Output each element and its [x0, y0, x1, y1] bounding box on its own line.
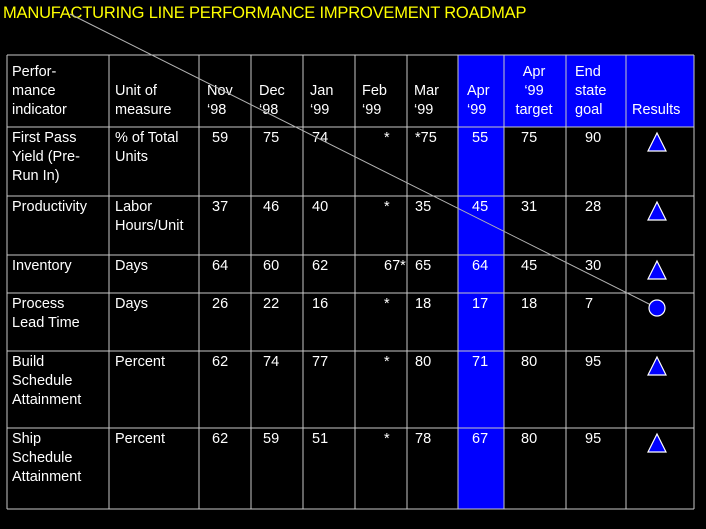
- cell-feb99: 67*: [384, 258, 406, 274]
- cell-indicator: Process Lead Time: [12, 296, 80, 331]
- cell-apr99-target: 45: [521, 258, 538, 274]
- header-dec98: Dec ‘98: [259, 83, 285, 118]
- cell-dec98: 74: [263, 354, 280, 370]
- cell-nov98: 26: [212, 296, 229, 312]
- cell-jan99: 16: [312, 296, 329, 312]
- cell-unit: % of Total Units: [115, 130, 179, 165]
- cell-apr99-target: 75: [521, 130, 538, 146]
- cell-jan99: 74: [312, 130, 329, 146]
- cell-mar99: *75: [415, 130, 437, 146]
- header-apr99-target: Apr ‘99 target: [515, 64, 553, 118]
- cell-feb99: *: [384, 431, 390, 447]
- cell-feb99: *: [384, 296, 390, 312]
- cell-apr99-target: 18: [521, 296, 538, 312]
- cell-nov98: 37: [212, 199, 229, 215]
- cell-dec98: 75: [263, 130, 280, 146]
- triangle-icon: [646, 432, 668, 454]
- header-nov98: Nov ‘98: [207, 83, 233, 118]
- cell-indicator: First Pass Yield (Pre- Run In): [12, 130, 80, 184]
- circle-icon: [646, 297, 668, 319]
- cell-end-state-goal: 30: [585, 258, 602, 274]
- header-mar99: Mar ‘99: [414, 83, 439, 118]
- cell-mar99: 35: [415, 199, 432, 215]
- header-indicator: Perfor- mance indicator: [12, 64, 67, 118]
- cell-nov98: 62: [212, 431, 229, 447]
- header-feb99: Feb ‘99: [362, 83, 387, 118]
- cell-nov98: 59: [212, 130, 229, 146]
- cell-apr99: 55: [472, 130, 489, 146]
- cell-nov98: 64: [212, 258, 229, 274]
- cell-mar99: 80: [415, 354, 432, 370]
- cell-indicator: Productivity: [12, 199, 87, 215]
- cell-dec98: 60: [263, 258, 280, 274]
- cell-apr99: 45: [472, 199, 489, 215]
- cell-indicator: Build Schedule Attainment: [12, 354, 82, 408]
- cell-mar99: 65: [415, 258, 432, 274]
- cell-dec98: 46: [263, 199, 280, 215]
- cell-end-state-goal: 95: [585, 354, 602, 370]
- header-end-state-goal: End state goal: [575, 64, 607, 118]
- cell-unit: Days: [115, 258, 149, 274]
- cell-apr99: 67: [472, 431, 489, 447]
- cell-dec98: 22: [263, 296, 280, 312]
- cell-nov98: 62: [212, 354, 229, 370]
- cell-apr99: 17: [472, 296, 489, 312]
- header-apr99: Apr ‘99: [467, 83, 490, 118]
- triangle-icon: [646, 131, 668, 153]
- cell-apr99: 64: [472, 258, 489, 274]
- cell-feb99: *: [384, 130, 390, 146]
- cell-end-state-goal: 90: [585, 130, 602, 146]
- triangle-icon: [646, 200, 668, 222]
- triangle-icon: [646, 259, 668, 281]
- header-jan99: Jan ‘99: [310, 83, 334, 118]
- cell-apr99-target: 31: [521, 199, 538, 215]
- cell-unit: Percent: [115, 354, 165, 370]
- cell-dec98: 59: [263, 431, 280, 447]
- cell-jan99: 51: [312, 431, 329, 447]
- triangle-icon: [646, 355, 668, 377]
- cell-feb99: *: [384, 354, 390, 370]
- header-results: Results: [632, 102, 681, 118]
- cell-jan99: 77: [312, 354, 329, 370]
- cell-mar99: 78: [415, 431, 432, 447]
- cell-unit: Days: [115, 296, 149, 312]
- cell-mar99: 18: [415, 296, 432, 312]
- cell-end-state-goal: 28: [585, 199, 602, 215]
- cell-jan99: 40: [312, 199, 329, 215]
- cell-apr99-target: 80: [521, 354, 538, 370]
- header-unit: Unit of measure: [115, 83, 172, 118]
- slide-title: MANUFACTURING LINE PERFORMANCE IMPROVEMENT ROADMAP: [3, 4, 527, 22]
- cell-unit: Percent: [115, 431, 165, 447]
- cell-end-state-goal: 95: [585, 431, 602, 447]
- cell-indicator: Ship Schedule Attainment: [12, 431, 82, 485]
- cell-apr99: 71: [472, 354, 489, 370]
- cell-end-state-goal: 7: [585, 296, 594, 312]
- cell-feb99: *: [384, 199, 390, 215]
- cell-jan99: 62: [312, 258, 329, 274]
- cell-indicator: Inventory: [12, 258, 72, 274]
- cell-unit: Labor Hours/Unit: [115, 199, 184, 234]
- cell-apr99-target: 80: [521, 431, 538, 447]
